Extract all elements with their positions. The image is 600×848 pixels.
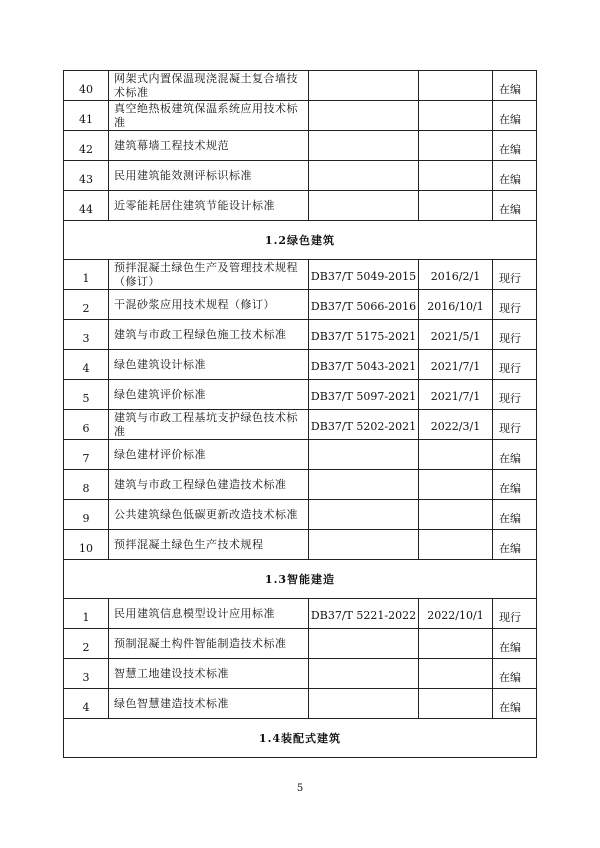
section-title: 1.3智能建造: [64, 560, 537, 599]
table-row: [64, 629, 537, 659]
table-row: [64, 470, 537, 500]
table-row: [64, 689, 537, 719]
status-cell: 在编: [493, 530, 537, 560]
standard-name: 民用建筑能效测评标识标准: [109, 161, 309, 191]
effective-date: [419, 191, 493, 221]
status-cell: 现行: [493, 320, 537, 350]
effective-date: 2021/7/1: [419, 380, 493, 410]
effective-date: [419, 629, 493, 659]
standard-code: [309, 161, 419, 191]
status-cell: 现行: [493, 290, 537, 320]
row-number: 8: [64, 470, 109, 500]
standard-code: [309, 191, 419, 221]
row-number: 2: [64, 290, 109, 320]
effective-date: [419, 470, 493, 500]
table-row: [64, 71, 537, 101]
row-number: 10: [64, 530, 109, 560]
section-title: 1.2绿色建筑: [64, 221, 537, 260]
standard-name: 绿色建筑评价标准: [109, 380, 309, 410]
table-row: [64, 101, 537, 131]
standard-code: DB37/T 5221-2022: [309, 599, 419, 629]
status-cell: 在编: [493, 629, 537, 659]
effective-date: [419, 440, 493, 470]
standard-name: 智慧工地建设技术标准: [109, 659, 309, 689]
page-number: 5: [296, 783, 304, 794]
table-row: [64, 260, 537, 290]
standard-code: DB37/T 5097-2021: [309, 380, 419, 410]
standard-name: 建筑幕墙工程技术规范: [109, 131, 309, 161]
row-number: 5: [64, 380, 109, 410]
standard-name: 预拌混凝土绿色生产及管理技术规程（修订）: [109, 260, 309, 290]
status-cell: 在编: [493, 470, 537, 500]
effective-date: [419, 71, 493, 101]
standard-name: 真空绝热板建筑保温系统应用技术标准: [109, 101, 309, 131]
standard-code: DB37/T 5066-2016: [309, 290, 419, 320]
table-row: [64, 131, 537, 161]
status-cell: 现行: [493, 410, 537, 440]
row-number: 1: [64, 599, 109, 629]
standard-code: [309, 689, 419, 719]
table-row: [64, 380, 537, 410]
row-number: 4: [64, 689, 109, 719]
row-number: 42: [64, 131, 109, 161]
standard-name: 公共建筑绿色低碳更新改造技术标准: [109, 500, 309, 530]
status-cell: 在编: [493, 71, 537, 101]
status-cell: 现行: [493, 380, 537, 410]
status-cell: 在编: [493, 161, 537, 191]
effective-date: [419, 131, 493, 161]
table-row: [64, 350, 537, 380]
standard-code: [309, 530, 419, 560]
effective-date: [419, 659, 493, 689]
table-row: [64, 320, 537, 350]
effective-date: 2022/3/1: [419, 410, 493, 440]
effective-date: 2021/7/1: [419, 350, 493, 380]
row-number: 41: [64, 101, 109, 131]
standard-code: DB37/T 5175-2021: [309, 320, 419, 350]
row-number: 43: [64, 161, 109, 191]
row-number: 2: [64, 629, 109, 659]
row-number: 6: [64, 410, 109, 440]
effective-date: 2022/10/1: [419, 599, 493, 629]
standard-name: 建筑与市政工程绿色施工技术标准: [109, 320, 309, 350]
standard-name: 绿色建材评价标准: [109, 440, 309, 470]
standard-code: DB37/T 5049-2015: [309, 260, 419, 290]
status-cell: 在编: [493, 131, 537, 161]
standard-name: 预制混凝土构件智能制造技术标准: [109, 629, 309, 659]
section-header-row: [64, 719, 537, 758]
row-number: 7: [64, 440, 109, 470]
standard-code: [309, 659, 419, 689]
row-number: 3: [64, 659, 109, 689]
standard-code: DB37/T 5202-2021: [309, 410, 419, 440]
standard-name: 建筑与市政工程基坑支护绿色技术标准: [109, 410, 309, 440]
row-number: 4: [64, 350, 109, 380]
section-header-row: [64, 221, 537, 260]
standard-code: [309, 131, 419, 161]
effective-date: [419, 500, 493, 530]
status-cell: 在编: [493, 101, 537, 131]
table-row: [64, 410, 537, 440]
standard-name: 干混砂浆应用技术规程（修订）: [109, 290, 309, 320]
effective-date: [419, 689, 493, 719]
standard-code: [309, 71, 419, 101]
standard-code: [309, 629, 419, 659]
table-row: [64, 599, 537, 629]
status-cell: 在编: [493, 440, 537, 470]
standard-name: 绿色建筑设计标准: [109, 350, 309, 380]
status-cell: 现行: [493, 350, 537, 380]
row-number: 40: [64, 71, 109, 101]
table-row: [64, 191, 537, 221]
table-row: [64, 290, 537, 320]
status-cell: 在编: [493, 689, 537, 719]
standard-name: 近零能耗居住建筑节能设计标准: [109, 191, 309, 221]
standard-code: [309, 470, 419, 500]
table-row: [64, 659, 537, 689]
effective-date: 2016/2/1: [419, 260, 493, 290]
effective-date: [419, 161, 493, 191]
standard-name: 绿色智慧建造技术标准: [109, 689, 309, 719]
row-number: 1: [64, 260, 109, 290]
standard-name: 民用建筑信息模型设计应用标准: [109, 599, 309, 629]
table-row: [64, 440, 537, 470]
table-row: [64, 161, 537, 191]
row-number: 9: [64, 500, 109, 530]
table-row: [64, 500, 537, 530]
section-title: 1.4装配式建筑: [64, 719, 537, 758]
status-cell: 现行: [493, 599, 537, 629]
table-row: [64, 530, 537, 560]
effective-date: 2021/5/1: [419, 320, 493, 350]
section-header-row: [64, 560, 537, 599]
row-number: 3: [64, 320, 109, 350]
effective-date: [419, 101, 493, 131]
standard-code: [309, 101, 419, 131]
standard-name: 网架式内置保温现浇混凝土复合墙技术标准: [109, 71, 309, 101]
standard-code: [309, 440, 419, 470]
status-cell: 在编: [493, 659, 537, 689]
standards-table: [63, 70, 537, 758]
standards-table-body: [64, 71, 537, 758]
standard-name: 预拌混凝土绿色生产技术规程: [109, 530, 309, 560]
effective-date: 2016/10/1: [419, 290, 493, 320]
effective-date: [419, 530, 493, 560]
status-cell: 现行: [493, 260, 537, 290]
standard-code: [309, 500, 419, 530]
status-cell: 在编: [493, 191, 537, 221]
status-cell: 在编: [493, 500, 537, 530]
standard-code: DB37/T 5043-2021: [309, 350, 419, 380]
standard-name: 建筑与市政工程绿色建造技术标准: [109, 470, 309, 500]
row-number: 44: [64, 191, 109, 221]
